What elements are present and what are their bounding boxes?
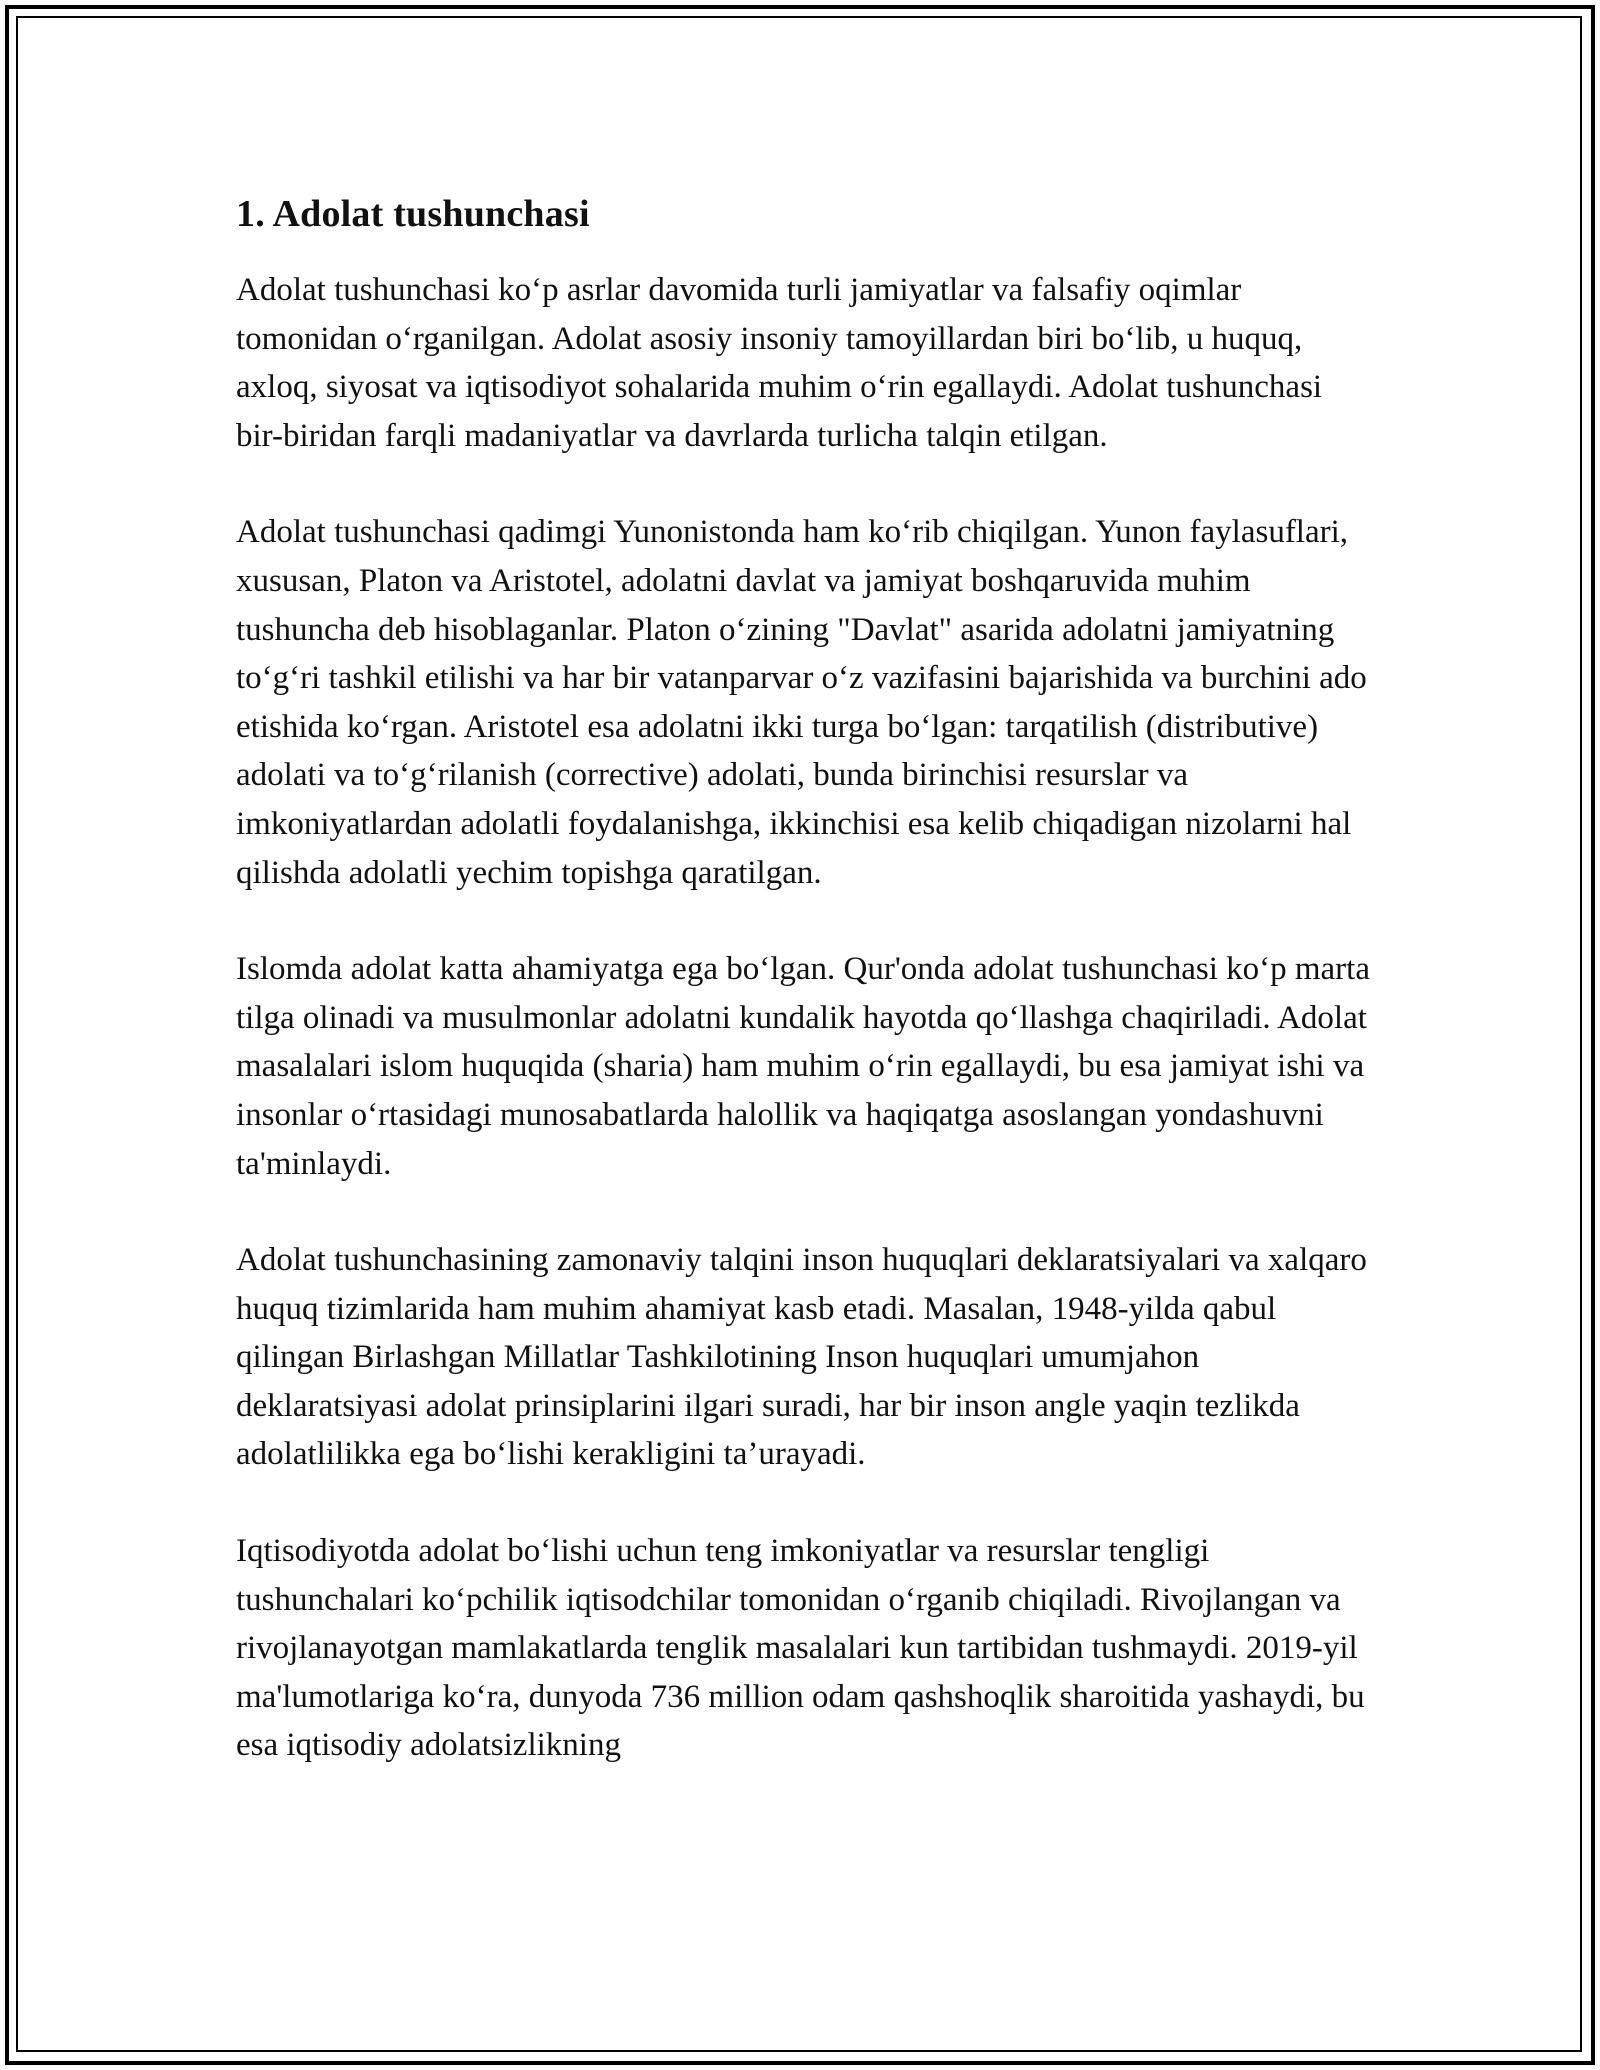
- paragraph-ancient-greece: Adolat tushunchasi qadimgi Yunonistonda ham koʻrib chiqilgan. Yunon faylasuflari, xususan, Platon va Aristotel, adolatni davlat va jamiyat boshqaruvida muhim tushuncha deb hisoblaganlar. Platon oʻzining "Davlat" asarida adolatni jamiyatning toʻgʻri tashkil etilishi va har bir vatanparvar oʻz vazifasini bajarishida va burchini ado etishida koʻrgan. Aristotel esa adolatni ikki turga boʻlgan: tarqatilish (distributive) adolati va toʻgʻrilanish (corrective) adolati, bunda birinchisi resurslar va imkoniyatlardan adolatli foydalanishga, ikkinchisi esa kelib chiqadigan nizolarni hal qilishda adolatli yechim topishga qaratilgan.: [236, 514, 1367, 891]
- paragraph-modern-interpretation: Adolat tushunchasining zamonaviy talqini inson huquqlari deklaratsiyalari va xalqaro huquq tizimlarida ham muhim ahamiyat kasb etadi. Masalan, 1948-yilda qabul qilingan Birlashgan Millatlar Tashkilotining Inson huquqlari umumjahon deklaratsiyasi adolat prinsiplarini ilgari suradi, har bir inson angle yaqin tezlikda adolatlilikka ega boʻlishi kerakligini ta’urayadi.: [236, 1242, 1367, 1473]
- section-heading: 1. Adolat tushunchasi: [236, 193, 590, 235]
- document-body: [236, 190, 1376, 1818]
- paragraph-economics: Iqtisodiyotda adolat boʻlishi uchun teng imkoniyatlar va resurslar tengligi tushunchalari koʻpchilik iqtisodchilar tomonidan oʻrganib chiqiladi. Rivojlangan va rivojlanayotgan mamlakatlarda tenglik masalalari kun tartibidan tushmaydi. 2019-yil ma'lumotlariga koʻra, dunyoda 736 million odam qashshoqlik sharoitida yashaydi, bu esa iqtisodiy adolatsizlikning: [236, 1533, 1365, 1764]
- paragraph-intro: Adolat tushunchasi koʻp asrlar davomida turli jamiyatlar va falsafiy oqimlar tomonidan oʻrganilgan. Adolat asosiy insoniy tamoyillardan biri boʻlib, u huquq, axloq, siyosat va iqtisodiyot sohalarida muhim oʻrin egallaydi. Adolat tushunchasi bir-biridan farqli madaniyatlar va davrlarda turlicha talqin etilgan.: [236, 272, 1323, 454]
- paragraph-islam: Islomda adolat katta ahamiyatga ega boʻlgan. Qur'onda adolat tushunchasi koʻp marta tilga olinadi va musulmonlar adolatni kundalik hayotda qoʻllashga chaqiriladi. Adolat masalalari islom huquqida (sharia) ham muhim oʻrin egallaydi, bu esa jamiyat ishi va insonlar oʻrtasidagi munosabatlarda halollik va haqiqatga asoslangan yondashuvni ta'minlaydi.: [236, 951, 1370, 1182]
